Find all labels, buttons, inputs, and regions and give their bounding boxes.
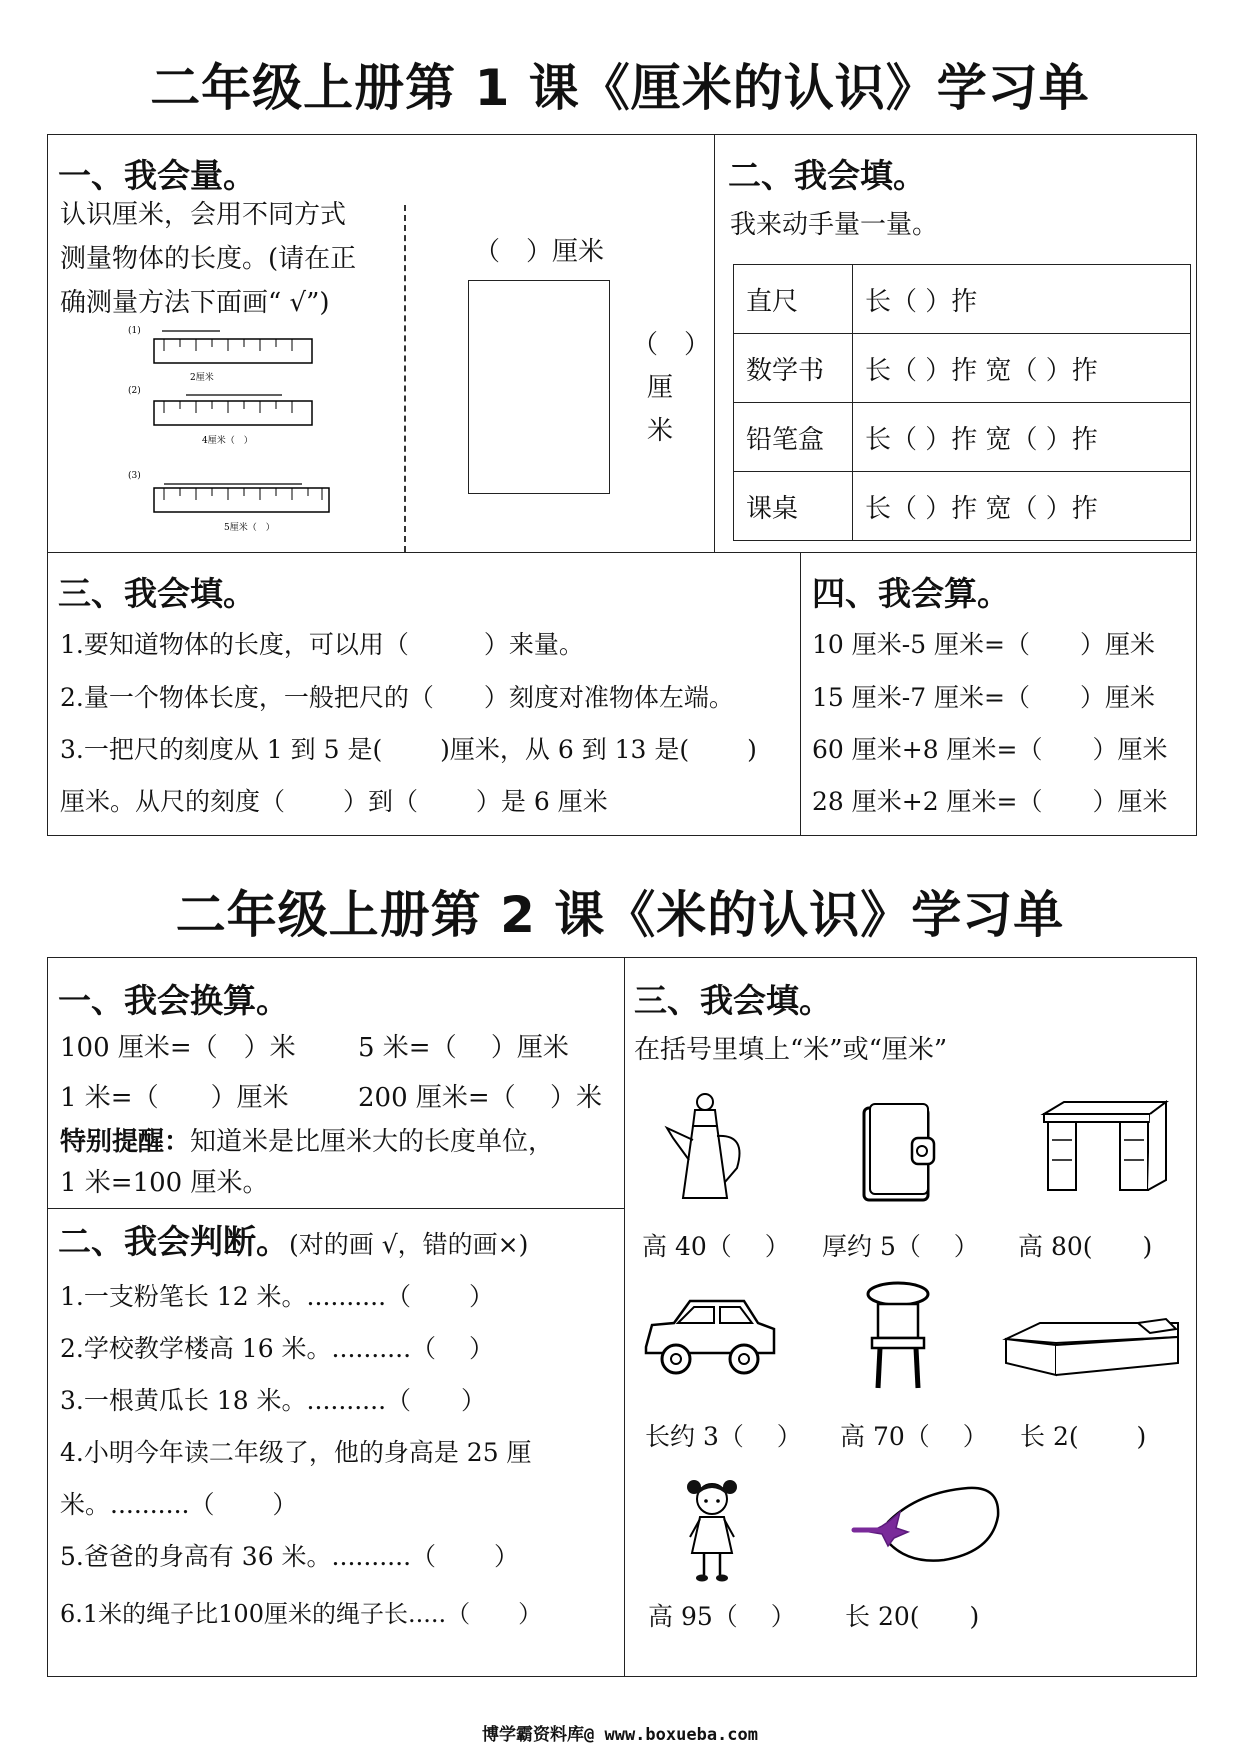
pic-caption-7: 高 95（ ）	[648, 1602, 796, 1631]
wallet-icon	[860, 1100, 936, 1204]
pic-caption-6: 长 2( )	[1020, 1422, 1147, 1451]
l2-section2-heading-line	[58, 1222, 528, 1262]
section4-line-1: 10 厘米-5 厘米=（ ）厘米	[812, 630, 1156, 659]
judge-line-5: 5.爸爸的身高有 36 米。..........（ ）	[60, 1542, 519, 1571]
l2-section2-heading: 二、我会判断。	[58, 1222, 289, 1261]
table-value: 长（ ）拃 宽（ ）拃	[853, 403, 1191, 472]
pic-caption-5: 高 70（ ）	[840, 1422, 988, 1451]
lesson1-divider-top	[714, 134, 715, 552]
section3-line-3: 3.一把尺的刻度从 1 到 5 是( )厘米，从 6 到 13 是( )	[60, 735, 757, 764]
section1-intro-2: 测量物体的长度。(请在正	[60, 244, 357, 274]
convert-2b: 200 厘米=（ ）米	[358, 1083, 602, 1113]
judge-line-4: 4.小明今年读二年级了，他的身高是 25 厘	[60, 1438, 532, 1467]
bed-icon	[1000, 1305, 1180, 1377]
table-item: 铅笔盒	[734, 403, 853, 472]
ruler-2-caption: 4厘米（ ）	[202, 436, 253, 446]
lesson1-divider-mid	[47, 552, 1197, 553]
tip-label: 特别提醒：	[60, 1127, 191, 1157]
convert-1a: 100 厘米=（ ）米	[60, 1033, 296, 1063]
lesson2-divider-vertical	[624, 957, 625, 1677]
table-value: 长（ ）拃 宽（ ）拃	[853, 334, 1191, 403]
measure-table	[733, 264, 1191, 541]
l2-section3-intro: 在括号里填上“米”或“厘米”	[634, 1035, 948, 1065]
ruler-3	[122, 470, 342, 540]
ruler-1-caption: 2厘米	[190, 373, 214, 383]
rect-side-bracket: （ ）	[632, 330, 711, 360]
section1-dashed-divider	[404, 205, 406, 552]
table-item: 课桌	[734, 472, 853, 541]
lesson2-title: 二年级上册第 2 课《米的认识》学习单	[175, 886, 1065, 944]
ruler-3-label: (3)	[128, 471, 141, 481]
rect-side-char2: 米	[647, 416, 674, 446]
l2-section3-heading: 三、我会填。	[634, 981, 832, 1020]
ruler-3-caption: 5厘米（ ）	[224, 523, 275, 533]
ruler-2	[122, 385, 332, 455]
rect-top-label: （ ）厘米	[474, 237, 605, 267]
section3-line-4: 厘米。从尺的刻度（ ）到（ ）是 6 厘米	[60, 787, 608, 816]
section1-heading: 一、我会量。	[58, 156, 256, 195]
l2-section2-note: (对的画 √，错的画×)	[289, 1230, 529, 1259]
table-row	[734, 265, 1191, 334]
tip-line	[60, 1127, 554, 1158]
table-value: 长（ ）拃 宽（ ）拃	[853, 472, 1191, 541]
tip-text-2: 1 米=100 厘米。	[60, 1168, 269, 1198]
pic-caption-1: 高 40（ ）	[642, 1232, 790, 1261]
pic-caption-2: 厚约 5（ ）	[822, 1232, 979, 1261]
section4-line-2: 15 厘米-7 厘米=（ ）厘米	[812, 683, 1156, 712]
section4-heading: 四、我会算。	[812, 574, 1010, 613]
table-item: 数学书	[734, 334, 853, 403]
table-row	[734, 334, 1191, 403]
eggplant-icon	[848, 1482, 1006, 1566]
stool-icon	[862, 1280, 934, 1392]
judge-line-4b: 米。..........（ ）	[60, 1490, 298, 1519]
table-row	[734, 403, 1191, 472]
section1-intro-1: 认识厘米，会用不同方式	[60, 200, 347, 230]
judge-line-3: 3.一根黄瓜长 18 米。..........（ ）	[60, 1386, 487, 1415]
pic-caption-3: 高 80( )	[1018, 1232, 1153, 1261]
section4-line-4: 28 厘米+2 厘米=（ ）厘米	[812, 787, 1168, 816]
ruler-1-label: (1)	[128, 326, 141, 336]
kettle-icon	[655, 1090, 755, 1208]
lesson2-divider-left	[47, 1208, 624, 1209]
car-icon	[640, 1295, 780, 1381]
judge-line-6: 6.1米的绳子比100厘米的绳子长.....（ ）	[60, 1600, 543, 1628]
section4-line-3: 60 厘米+8 厘米=（ ）厘米	[812, 735, 1168, 764]
table-value: 长（ ）拃	[853, 265, 1191, 334]
ruler-2-label: (2)	[128, 386, 141, 396]
convert-1b: 5 米=（ ）厘米	[358, 1033, 569, 1063]
lesson1-title: 二年级上册第 1 课《厘米的认识》学习单	[150, 59, 1090, 117]
section1-intro-3: 确测量方法下面画“ √”)	[60, 288, 330, 318]
measure-rectangle	[468, 280, 610, 494]
girl-icon	[682, 1475, 742, 1585]
pic-caption-8: 长 20( )	[845, 1602, 980, 1631]
section2-intro: 我来动手量一量。	[730, 210, 939, 240]
pic-caption-4: 长约 3（ ）	[645, 1422, 802, 1451]
section2-heading: 二、我会填。	[728, 156, 926, 195]
lesson1-divider-bottom	[800, 552, 801, 836]
convert-2a: 1 米=（ ）厘米	[60, 1083, 289, 1113]
table-item: 直尺	[734, 265, 853, 334]
rect-side-char1: 厘	[647, 373, 674, 403]
section3-heading: 三、我会填。	[58, 574, 256, 613]
desk-icon	[1040, 1100, 1170, 1196]
section3-line-2: 2.量一个物体长度，一般把尺的（ ）刻度对准物体左端。	[60, 683, 734, 712]
section3-line-1: 1.要知道物体的长度，可以用（ ）来量。	[60, 630, 584, 659]
judge-line-2: 2.学校教学楼高 16 米。..........（ ）	[60, 1334, 494, 1363]
l2-section1-heading: 一、我会换算。	[58, 981, 289, 1020]
footer-watermark: 博学霸资料库@ www.boxueba.com	[482, 1725, 758, 1745]
table-row	[734, 472, 1191, 541]
judge-line-1: 1.一支粉笔长 12 米。..........（ ）	[60, 1282, 494, 1311]
tip-text: 知道米是比厘米大的长度单位，	[190, 1127, 555, 1157]
